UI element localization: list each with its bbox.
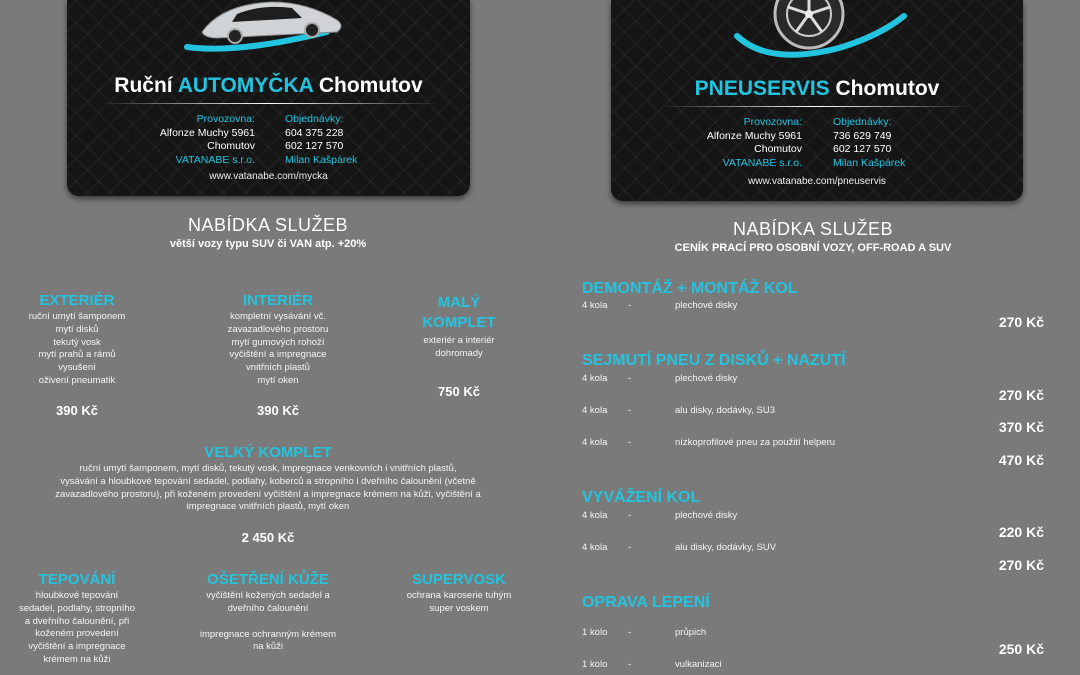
service-interier	[203, 291, 353, 418]
service-title: TEPOVÁNÍ	[38, 571, 116, 588]
service-description: ochrana karoserie tuhým super voskem	[406, 590, 512, 614]
tire-service-business-card	[611, 0, 1023, 201]
tire-service-section-title: NABÍDKA SLUŽEB	[732, 219, 894, 239]
service-description: ruční umytí šamponem, mytí disků, tekutý vosk, impregnace venkovních i vnitřních plastů, vysávání a hloubkové tepování sedadel, podlahy, koberců a stropního i dveřního čalounění (včetně zavazadlového prostoru), při koženém provedení vyčištění a impregnace krémem na kůži, vyčištění a impregnace vnitřních plastů, mytí oken	[55, 463, 481, 513]
service-title: SUPERVOSK	[412, 571, 506, 588]
tire-service-website[interactable]: www.vatanabe.com/pneuservis	[748, 176, 886, 187]
service-description: hloubkové tepování sedadel, podlahy, stropního a dveřního čalounění, při koženém provedení vyčištění a impregnace krémem na kůži	[18, 590, 136, 665]
price-row: 4 kola - plechové disky	[582, 510, 738, 521]
service-exterier	[12, 291, 142, 418]
service-tepovani	[12, 570, 142, 667]
contact-name: Milan Kašpárek	[833, 156, 906, 169]
sports-car-icon	[177, 0, 357, 62]
price-value: 270 Kč	[998, 387, 1044, 403]
service-velky-komplet	[20, 443, 516, 545]
address-street: Alfonze Muchy 5961	[159, 126, 255, 139]
phone-1[interactable]: 604 375 228	[285, 126, 344, 139]
provozovna-label: Provozovna:	[196, 113, 255, 125]
service-osetreni-kuze	[183, 570, 353, 654]
objednavky-label: Objednávky:	[285, 113, 344, 125]
service-price: 390 Kč	[257, 402, 299, 418]
phone-2[interactable]: 602 127 570	[285, 140, 344, 152]
price-row: 4 kola - nízkoprofilové pneu za použití helperu	[582, 437, 836, 448]
service-description: exteriér a interiér dohromady	[423, 335, 495, 359]
service-description: kompletní vysávání vč. zavazadlového prostoru mytí gumových rohoží vyčištění a impregnace vnitřních plastů mytí oken	[227, 311, 329, 386]
price-value: 270 Kč	[998, 557, 1044, 573]
service-supervosk	[392, 570, 526, 616]
price-value: 370 Kč	[998, 419, 1044, 435]
price-group-title: SEJMUTÍ PNEU Z DISKŮ + NAZUTÍ	[582, 352, 846, 369]
address-city: Chomutov	[207, 140, 255, 152]
price-group-title: OPRAVA LEPENÍ	[582, 594, 710, 611]
contact-name: Milan Kašpárek	[285, 153, 358, 166]
price-row: 4 kola - plechové disky	[582, 300, 738, 311]
service-title: EXTERIÉR	[39, 292, 115, 309]
car-wash-website[interactable]: www.vatanabe.com/mycka	[209, 171, 328, 182]
price-value: 250 Kč	[998, 641, 1044, 657]
price-row: 1 kolo - vulkanizaci	[582, 659, 722, 670]
objednavky-label: Objednávky:	[833, 116, 892, 128]
car-wash-section-subtitle: větší vozy typu SUV či VAN atp. +20%	[169, 238, 367, 250]
wheel-rim-icon	[729, 0, 909, 66]
price-row: 1 kolo - průpich	[582, 627, 707, 638]
service-price: 2 450 Kč	[241, 530, 295, 546]
company-name: VATANABE s.r.o.	[175, 153, 255, 166]
address-city: Chomutov	[754, 143, 802, 155]
provozovna-label: Provozovna:	[743, 116, 802, 128]
service-title: VELKÝ KOMPLET	[204, 444, 332, 461]
service-title: OŠETŘENÍ KŮŽE	[207, 571, 329, 588]
car-wash-business-card	[67, 0, 470, 196]
tire-service-brand: PNEUSERVIS Chomutov	[694, 77, 940, 100]
service-price: 750 Kč	[438, 383, 480, 399]
service-description-2: impregnace ochranným krémem na kůži	[199, 628, 337, 653]
price-row: 4 kola - alu disky, dodávky, SUV	[582, 542, 777, 553]
brand-divider	[97, 103, 440, 104]
service-description: vyčištění kožených sedadel a dveřního čalounění	[206, 590, 330, 614]
car-wash-brand: Ruční AUTOMYČKA Chomutov	[114, 74, 423, 97]
service-description: ruční umytí šamponem mytí disků tekutý vosk mytí prahů a rámů vysušení oživení pneumatik	[28, 311, 126, 386]
tire-service-section-subtitle: CENÍK PRACÍ PRO OSOBNÍ VOZY, OFF-ROAD A SUV	[674, 242, 952, 254]
phone-1[interactable]: 736 629 749	[833, 129, 892, 142]
price-group-title: VYVÁŽENÍ KOL	[582, 489, 701, 506]
brand-divider	[661, 106, 973, 107]
company-name: VATANABE s.r.o.	[722, 156, 802, 169]
car-wash-section-title: NABÍDKA SLUŽEB	[187, 215, 349, 235]
price-row: 4 kola - plechové disky	[582, 373, 738, 384]
address-street: Alfonze Muchy 5961	[706, 129, 802, 142]
price-value: 270 Kč	[998, 314, 1044, 330]
service-title: MALÝ KOMPLET	[422, 294, 496, 331]
price-value: 470 Kč	[998, 452, 1044, 468]
price-value: 220 Kč	[998, 524, 1044, 540]
price-group-title: DEMONTÁŽ + MONTÁŽ KOL	[582, 280, 798, 297]
service-title: INTERIÉR	[242, 292, 313, 309]
price-row: 4 kola - alu disky, dodávky, SU3	[582, 405, 775, 416]
service-maly-komplet	[400, 293, 518, 399]
phone-2[interactable]: 602 127 570	[833, 143, 892, 155]
service-price: 390 Kč	[56, 402, 98, 418]
